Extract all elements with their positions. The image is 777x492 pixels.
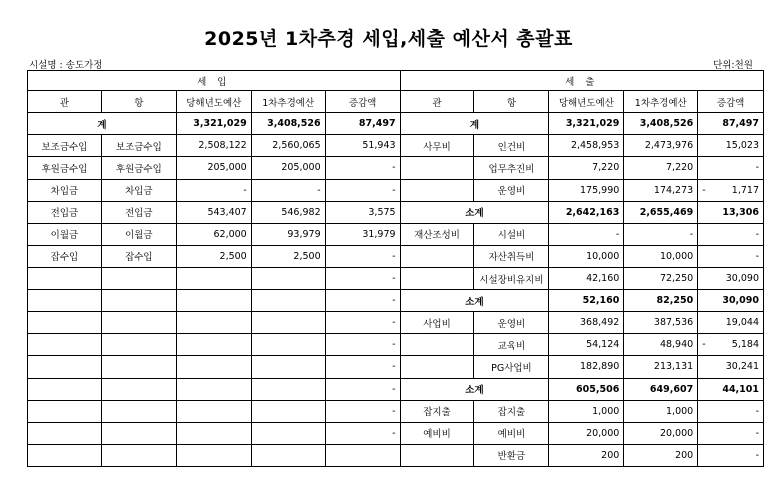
table-cell: 3,408,526 — [251, 113, 325, 135]
table-cell — [176, 356, 251, 378]
column-header: 1차추경예산 — [624, 91, 698, 113]
table-cell: 소계 — [400, 201, 549, 223]
table-cell: 2,642,163 — [549, 201, 624, 223]
table-cell: - — [325, 179, 400, 201]
facility-label: 시설명 : 송도가정 — [29, 60, 103, 71]
table-cell: 3,408,526 — [624, 113, 698, 135]
table-cell: 계 — [400, 113, 549, 135]
table-cell: - — [325, 422, 400, 444]
table-cell — [176, 422, 251, 444]
table-cell — [176, 444, 251, 466]
table-cell — [176, 267, 251, 289]
table-cell: 사업비 — [400, 312, 474, 334]
table-cell: 인건비 — [474, 135, 549, 157]
table-cell: 182,890 — [549, 356, 624, 378]
table-row — [28, 378, 764, 400]
table-cell: - — [698, 400, 764, 422]
table-cell — [251, 422, 325, 444]
table-cell: 87,497 — [325, 113, 400, 135]
table-cell — [176, 400, 251, 422]
table-cell: 예비비 — [474, 422, 549, 444]
table-cell: - — [698, 245, 764, 267]
table-row — [28, 113, 764, 135]
table-cell — [101, 334, 176, 356]
table-cell: 운영비 — [474, 179, 549, 201]
table-cell: 62,000 — [176, 223, 251, 245]
cell-value: 1,717 — [731, 184, 759, 196]
table-cell: - — [325, 267, 400, 289]
table-cell: 93,979 — [251, 223, 325, 245]
table-cell: 174,273 — [624, 179, 698, 201]
table-row — [28, 444, 764, 466]
table-cell: 87,497 — [698, 113, 764, 135]
table-cell — [251, 290, 325, 312]
table-cell — [251, 378, 325, 400]
table-cell — [251, 356, 325, 378]
table-cell: - — [325, 245, 400, 267]
table-cell: 운영비 — [474, 312, 549, 334]
column-header: 당해년도예산 — [176, 91, 251, 113]
table-cell: - — [325, 290, 400, 312]
budget-summary-table — [27, 70, 764, 467]
table-row — [28, 312, 764, 334]
table-cell: 15,023 — [698, 135, 764, 157]
table-cell: 10,000 — [624, 245, 698, 267]
table-cell: 205,000 — [176, 157, 251, 179]
table-cell: - — [325, 312, 400, 334]
table-row — [28, 201, 764, 223]
table-cell — [251, 267, 325, 289]
table-cell: 368,492 — [549, 312, 624, 334]
table-cell: 2,500 — [251, 245, 325, 267]
table-row — [28, 267, 764, 289]
table-cell: 543,407 — [176, 201, 251, 223]
table-cell: 잡지출 — [400, 400, 474, 422]
table-cell: 31,979 — [325, 223, 400, 245]
table-cell — [698, 179, 764, 201]
expense-section-header: 세 출 — [400, 71, 763, 91]
table-cell: 30,090 — [698, 290, 764, 312]
table-cell: 차입금 — [28, 179, 102, 201]
table-cell: 546,982 — [251, 201, 325, 223]
table-cell: 전입금 — [101, 201, 176, 223]
table-cell: 전입금 — [28, 201, 102, 223]
table-cell: 교육비 — [474, 334, 549, 356]
table-cell — [28, 267, 102, 289]
table-cell: 7,220 — [549, 157, 624, 179]
table-cell: PG사업비 — [474, 356, 549, 378]
table-cell: - — [251, 179, 325, 201]
table-cell — [28, 400, 102, 422]
negative-sign: - — [702, 339, 706, 351]
negative-sign: - — [702, 184, 706, 196]
table-cell: 30,090 — [698, 267, 764, 289]
table-cell: 44,101 — [698, 378, 764, 400]
table-cell: 잡수입 — [28, 245, 102, 267]
column-header: 증감액 — [325, 91, 400, 113]
table-cell — [28, 334, 102, 356]
table-cell: 52,160 — [549, 290, 624, 312]
table-cell: 19,044 — [698, 312, 764, 334]
table-cell: 3,321,029 — [176, 113, 251, 135]
table-cell: 200 — [624, 444, 698, 466]
table-cell — [176, 312, 251, 334]
table-cell — [251, 444, 325, 466]
table-cell: 3,321,029 — [549, 113, 624, 135]
table-row — [28, 245, 764, 267]
table-cell: - — [325, 356, 400, 378]
unit-label: 단위:천원 — [713, 60, 753, 71]
table-row — [28, 179, 764, 201]
table-cell: 소계 — [400, 290, 549, 312]
table-cell: 200 — [549, 444, 624, 466]
table-cell — [176, 290, 251, 312]
table-cell: 2,508,122 — [176, 135, 251, 157]
table-cell: 2,500 — [176, 245, 251, 267]
table-cell: 175,990 — [549, 179, 624, 201]
table-cell: 2,473,976 — [624, 135, 698, 157]
table-cell: 이월금 — [28, 223, 102, 245]
table-cell — [400, 245, 474, 267]
table-cell: 213,131 — [624, 356, 698, 378]
table-cell: 예비비 — [400, 422, 474, 444]
table-cell: 후원금수입 — [101, 157, 176, 179]
table-cell: 20,000 — [624, 422, 698, 444]
table-cell: - — [549, 223, 624, 245]
table-cell: 보조금수입 — [101, 135, 176, 157]
table-cell — [28, 378, 102, 400]
page-title: 2025년 1차추경 세입,세출 예산서 총괄표 — [204, 28, 573, 50]
table-cell — [28, 444, 102, 466]
table-cell: 소계 — [400, 378, 549, 400]
table-cell — [400, 356, 474, 378]
table-cell: 54,124 — [549, 334, 624, 356]
table-cell — [325, 444, 400, 466]
table-row — [28, 400, 764, 422]
table-cell: 20,000 — [549, 422, 624, 444]
table-cell: 3,575 — [325, 201, 400, 223]
column-header: 관 — [400, 91, 474, 113]
table-cell: 후원금수입 — [28, 157, 102, 179]
table-cell: - — [325, 157, 400, 179]
table-cell: - — [325, 400, 400, 422]
table-cell: 시설비 — [474, 223, 549, 245]
column-header: 항 — [474, 91, 549, 113]
table-row — [28, 157, 764, 179]
column-header: 1차추경예산 — [251, 91, 325, 113]
table-cell: 시설장비유지비 — [474, 267, 549, 289]
table-row — [28, 290, 764, 312]
table-cell: 48,940 — [624, 334, 698, 356]
table-cell: 205,000 — [251, 157, 325, 179]
table-cell — [101, 444, 176, 466]
table-cell: 30,241 — [698, 356, 764, 378]
table-cell: 계 — [28, 113, 177, 135]
table-cell: 82,250 — [624, 290, 698, 312]
table-cell: 2,560,065 — [251, 135, 325, 157]
table-cell: 51,943 — [325, 135, 400, 157]
table-row — [28, 356, 764, 378]
table-cell: 2,458,953 — [549, 135, 624, 157]
table-cell: - — [698, 157, 764, 179]
table-cell: 보조금수입 — [28, 135, 102, 157]
column-header: 항 — [101, 91, 176, 113]
table-cell — [251, 334, 325, 356]
table-cell: 10,000 — [549, 245, 624, 267]
table-cell — [698, 334, 764, 356]
income-section-header: 세 입 — [28, 71, 401, 91]
table-cell: 차입금 — [101, 179, 176, 201]
table-cell — [101, 312, 176, 334]
table-cell: 잡지출 — [474, 400, 549, 422]
table-cell — [400, 334, 474, 356]
table-cell: - — [176, 179, 251, 201]
table-cell: - — [698, 444, 764, 466]
table-cell — [101, 422, 176, 444]
table-row — [28, 135, 764, 157]
table-cell — [28, 356, 102, 378]
column-header: 당해년도예산 — [549, 91, 624, 113]
table-cell — [28, 422, 102, 444]
column-header-row — [28, 91, 764, 113]
column-header: 증감액 — [698, 91, 764, 113]
table-cell: 2,655,469 — [624, 201, 698, 223]
table-row — [28, 334, 764, 356]
table-cell: - — [698, 422, 764, 444]
table-cell: 잡수입 — [101, 245, 176, 267]
table-row — [28, 422, 764, 444]
table-cell — [400, 179, 474, 201]
table-cell: 13,306 — [698, 201, 764, 223]
table-cell — [251, 312, 325, 334]
table-cell — [176, 334, 251, 356]
table-cell: 1,000 — [549, 400, 624, 422]
table-row — [28, 223, 764, 245]
table-cell — [176, 378, 251, 400]
table-cell: 1,000 — [624, 400, 698, 422]
table-cell: 재산조성비 — [400, 223, 474, 245]
table-cell: - — [624, 223, 698, 245]
table-cell: 사무비 — [400, 135, 474, 157]
table-cell: 7,220 — [624, 157, 698, 179]
table-cell: - — [325, 378, 400, 400]
table-cell: 업무추진비 — [474, 157, 549, 179]
table-cell — [251, 400, 325, 422]
table-cell: 자산취득비 — [474, 245, 549, 267]
table-cell — [101, 356, 176, 378]
table-cell: 387,536 — [624, 312, 698, 334]
table-cell — [101, 400, 176, 422]
table-cell: 72,250 — [624, 267, 698, 289]
table-cell: 반환금 — [474, 444, 549, 466]
table-cell — [28, 312, 102, 334]
table-cell — [28, 290, 102, 312]
table-cell — [400, 444, 474, 466]
table-cell: - — [698, 223, 764, 245]
table-cell: 42,160 — [549, 267, 624, 289]
cell-value: 5,184 — [731, 339, 759, 351]
table-cell — [101, 290, 176, 312]
table-cell: 605,506 — [549, 378, 624, 400]
table-cell — [101, 378, 176, 400]
table-cell — [400, 157, 474, 179]
table-cell: 649,607 — [624, 378, 698, 400]
table-cell — [400, 267, 474, 289]
table-cell: 이월금 — [101, 223, 176, 245]
column-header: 관 — [28, 91, 102, 113]
table-cell: - — [325, 334, 400, 356]
table-cell — [101, 267, 176, 289]
